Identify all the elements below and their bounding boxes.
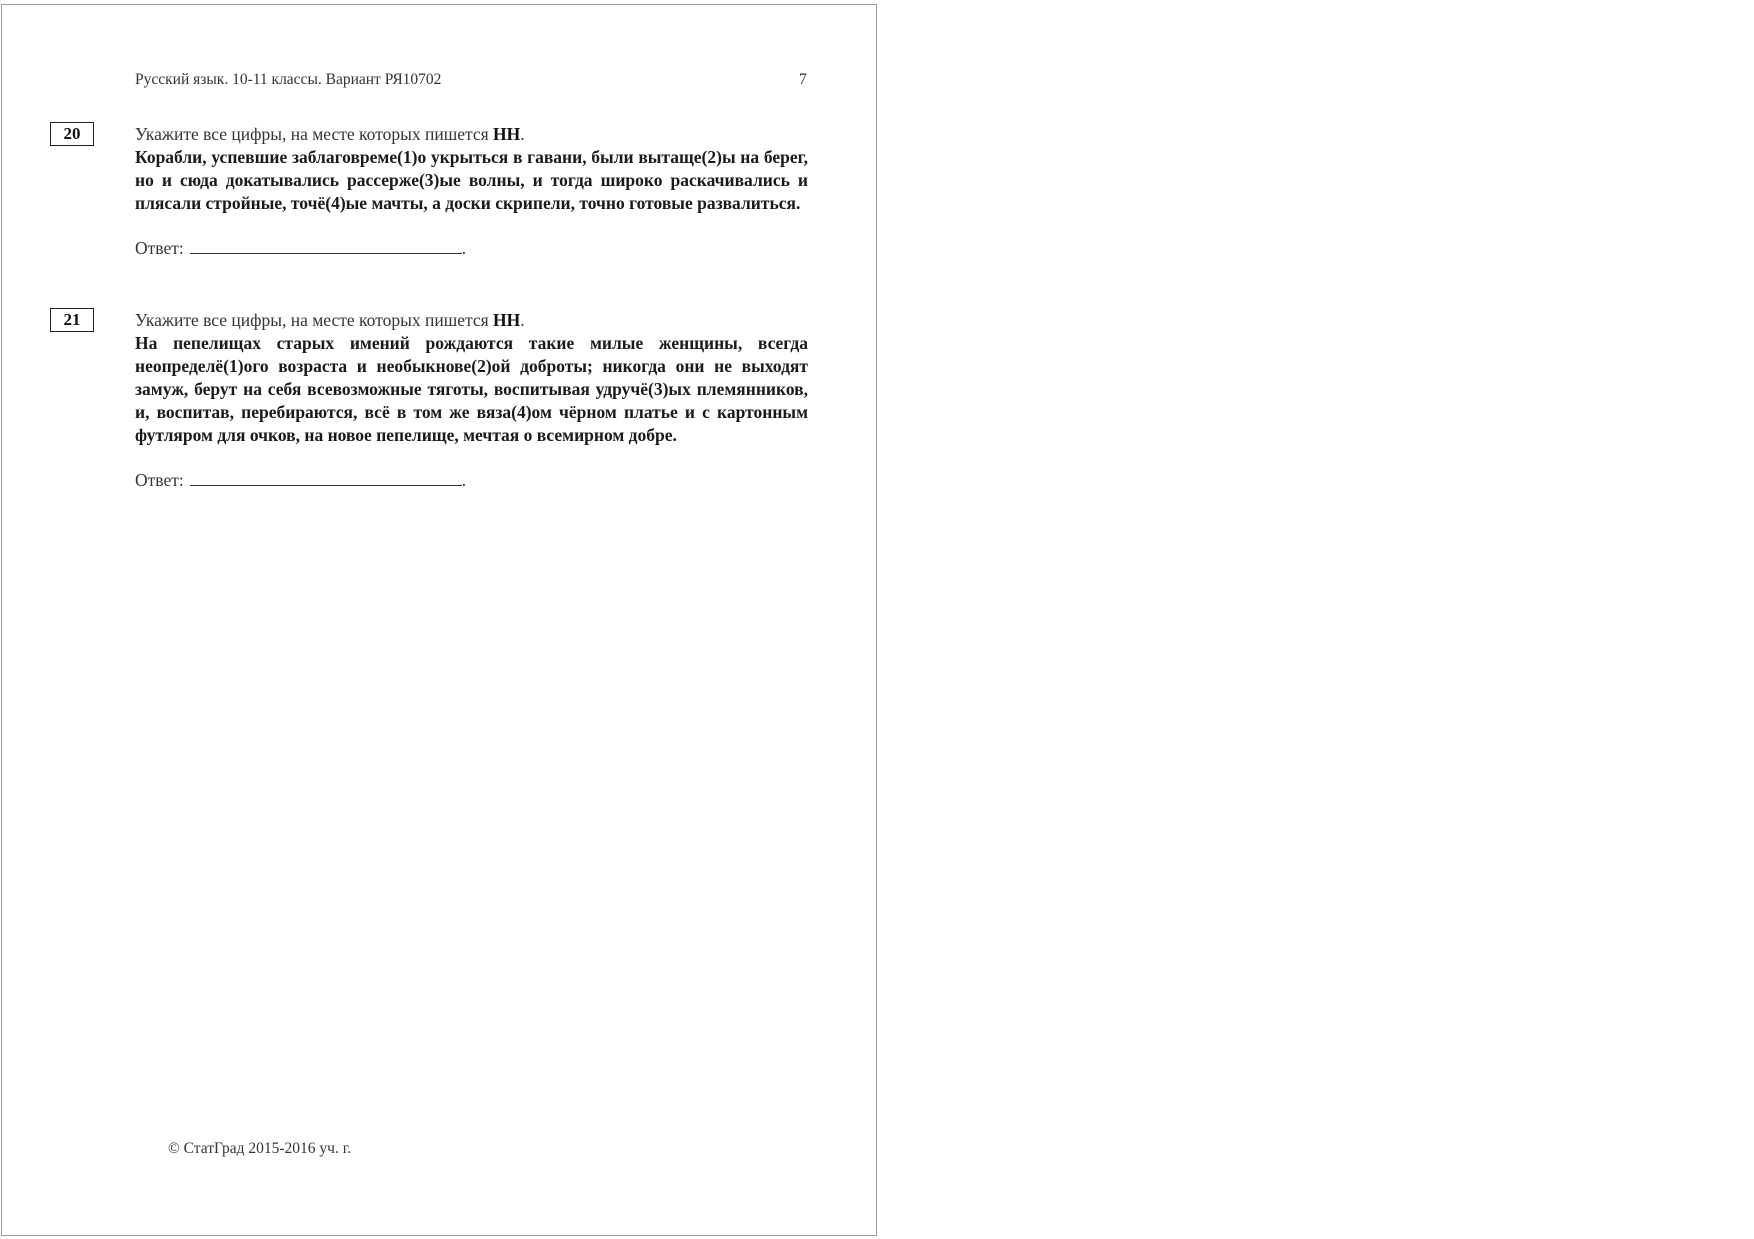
document-page [1, 4, 877, 1236]
footer-copyright: © СтатГрад 2015-2016 уч. г. [168, 1140, 352, 1157]
task-instruction: Укажите все цифры, на месте которых пишется НН. [135, 124, 525, 144]
answer-row: Ответ: . [135, 470, 467, 490]
page-number: 7 [799, 71, 807, 88]
task-21 [135, 309, 808, 492]
task-number-box: 20 [50, 122, 94, 146]
header-subject: Русский язык. 10-11 классы. Вариант РЯ10702 [135, 71, 442, 88]
answer-field[interactable] [190, 237, 462, 254]
task-passage: На пепелищах старых имений рождаются такие милые женщины, всегда неопределё(1)ого возраста и необыкнове(2)ой доброты; никогда они не выходят замуж, берут на себя всевозможные тяготы, воспитывая удручё(3)ых племянников, и, воспитав, перебираются, всё в том же вяза(4)ом чёрном платье и с картонным футляром для очков, на новое пепелище, мечтая о всемирном добре. [135, 333, 808, 445]
answer-label: Ответ: [135, 238, 184, 258]
answer-field[interactable] [190, 469, 462, 486]
task-number-box: 21 [50, 308, 94, 332]
task-20 [135, 123, 808, 260]
answer-label: Ответ: [135, 470, 184, 490]
task-passage: Корабли, успевшие заблаговреме(1)о укрыться в гавани, были вытаще(2)ы на берег, но и сюда докатывались рассерже(3)ые волны, и тогда широко раскачивались и плясали стройные, точё(4)ые мачты, а доски скрипели, точно готовые развалиться. [135, 147, 808, 213]
task-instruction: Укажите все цифры, на месте которых пишется НН. [135, 310, 525, 330]
answer-row: Ответ: . [135, 238, 467, 258]
